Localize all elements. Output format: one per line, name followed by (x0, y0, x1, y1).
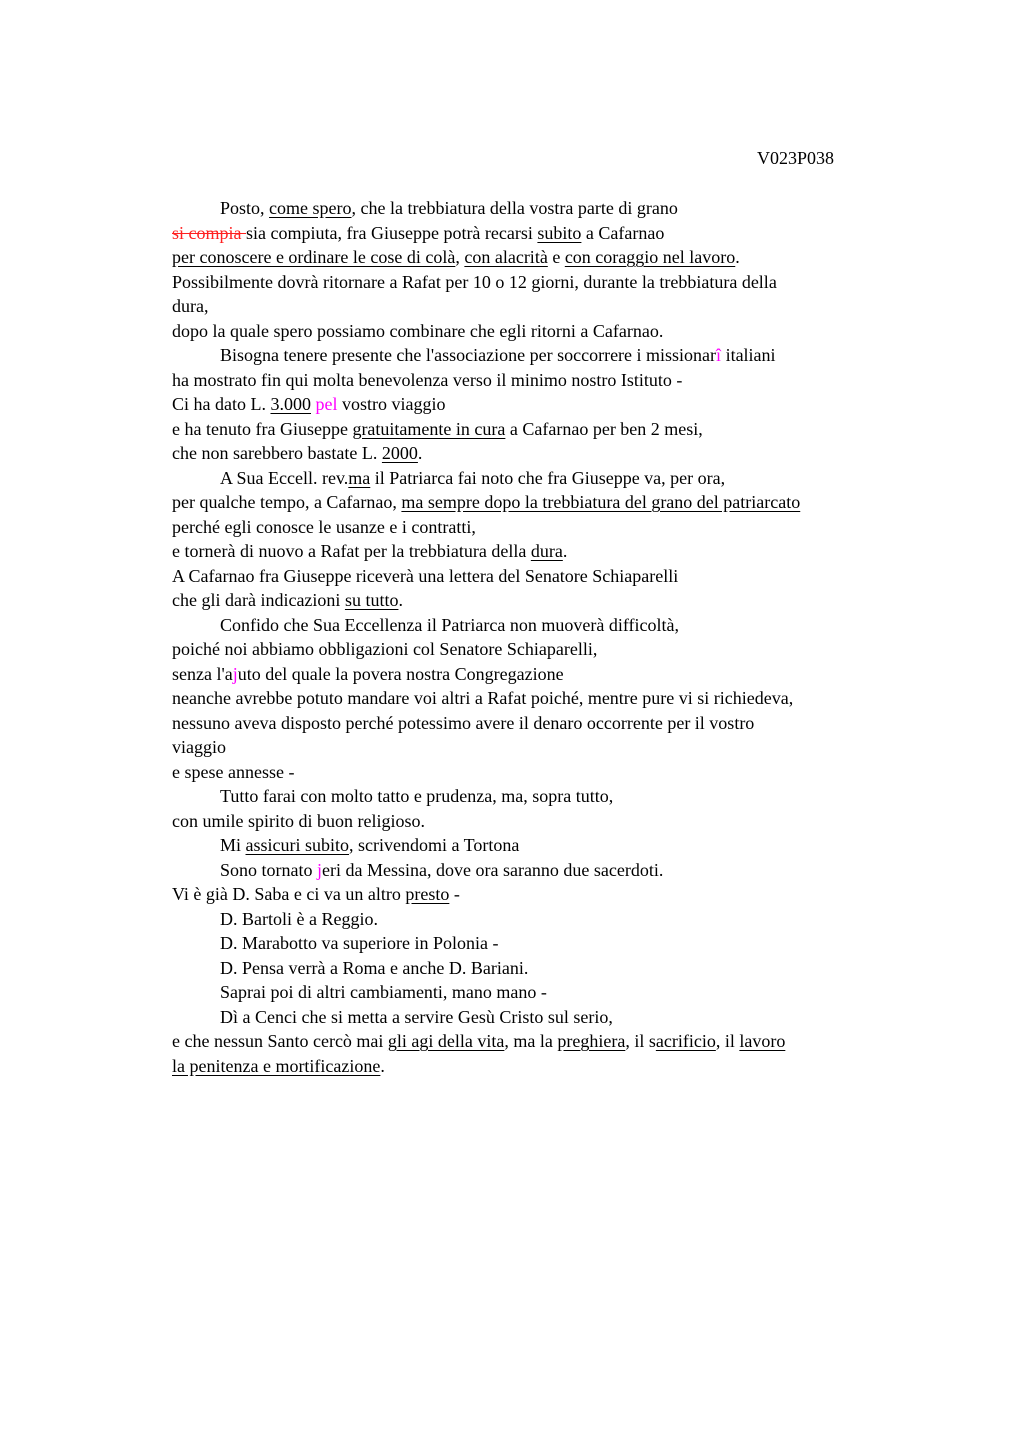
underlined-text: subito (537, 222, 582, 243)
underlined-text: 2000 (381, 443, 418, 463)
text-run: . (417, 443, 423, 463)
deleted-text: si compia (172, 222, 246, 243)
text-run: ha mostrato fin qui molta benevolenza verso il minimo nostro Istituto - (172, 369, 683, 390)
text-line (172, 662, 912, 687)
underlined-text: dura (530, 541, 563, 561)
text-run: a Cafarnao per ben 2 mesi, (505, 418, 703, 439)
text-run: A Cafarnao fra Giuseppe riceverà una lettera del Senatore Schiaparelli (172, 565, 679, 586)
text-line (172, 515, 912, 540)
underlined-text: per conoscere e ordinare le cose di colà (172, 247, 456, 267)
text-line (172, 245, 912, 270)
underlined-text: 3.000 (270, 394, 311, 414)
underlined-text: assicuri subito (245, 835, 350, 855)
text-run: sia compiuta, fra Giuseppe potrà recarsi (246, 222, 538, 243)
corrected-text: pel (315, 394, 338, 414)
text-line (172, 833, 912, 858)
text-line (172, 270, 912, 295)
text-run: e ha tenuto fra Giuseppe (172, 418, 353, 439)
underlined-text: ma (348, 467, 371, 488)
underlined-text: la penitenza e mortificazione (172, 1055, 381, 1076)
text-run: vostro viaggio (337, 394, 446, 414)
text-run: e che nessun Santo cercò mai (172, 1031, 388, 1051)
text-line (172, 735, 912, 760)
text-line (172, 1054, 912, 1079)
text-line (172, 711, 912, 736)
text-line (172, 956, 912, 981)
text-run: Posto, (220, 198, 270, 218)
text-line (172, 882, 912, 907)
text-run: , che la trebbiatura della vostra parte di grano (351, 198, 678, 218)
text-run: , ma la (504, 1031, 558, 1051)
text-line (172, 907, 912, 932)
text-run: Confido che Sua Eccellenza il Patriarca non muoverà difficoltà, (220, 614, 679, 635)
text-run: , scrivendomi a Tortona (349, 835, 520, 855)
text-run: uto del quale la povera nostra Congregazione (237, 663, 564, 684)
text-run: poiché noi abbiamo obbligazioni col Senatore Schiaparelli, (172, 639, 598, 659)
text-line (172, 564, 912, 589)
text-run: . (398, 590, 403, 610)
text-run: Saprai poi di altri cambiamenti, mano mano - (220, 982, 547, 1002)
text-line (172, 196, 912, 221)
text-line (172, 319, 912, 344)
text-run: eri da Messina, dove ora saranno due sacerdoti. (322, 859, 664, 880)
text-run: per qualche tempo, a Cafarnao, (172, 492, 402, 512)
text-run: dura, (172, 296, 209, 316)
text-run: italiani (721, 345, 776, 365)
text-run: neanche avrebbe potuto mandare voi altri a Rafat poiché, mentre pure vi si richiedeva, (172, 688, 794, 708)
text-run: Bisogna tenere presente che l'associazione per soccorrere i missionar (220, 345, 717, 365)
text-run: A Sua Eccell. rev. (220, 467, 349, 488)
text-run: , il (715, 1031, 740, 1051)
text-run: Dì a Cenci che si metta a servire Gesù Cristo sul serio, (220, 1006, 613, 1027)
text-run: e tornerà di nuovo a Rafat per la trebbiatura della (172, 541, 531, 561)
text-line (172, 539, 912, 564)
text-line (172, 1005, 912, 1030)
corrected-text: j (317, 859, 323, 880)
text-run: a Cafarnao (581, 222, 665, 243)
text-line (172, 441, 912, 466)
underlined-text: preghiera (557, 1031, 626, 1051)
text-run: Tutto farai con molto tatto e prudenza, ma, sopra tutto, (220, 786, 614, 806)
text-line (172, 809, 912, 834)
page-identifier: V023P038 (757, 148, 835, 168)
text-line (172, 588, 912, 613)
underlined-text: su tutto (344, 590, 399, 610)
text-line (172, 417, 912, 442)
text-run: con umile spirito di buon religioso. (172, 810, 425, 831)
text-run: . (562, 541, 568, 561)
text-line (172, 1029, 912, 1054)
text-run: - (449, 884, 460, 904)
underlined-text: acrificio (655, 1031, 716, 1051)
text-run: il Patriarca fai noto che fra Giuseppe va, per ora, (370, 467, 726, 488)
text-line (172, 637, 912, 662)
text-line (172, 858, 912, 883)
text-line (172, 294, 912, 319)
text-line (172, 221, 912, 246)
text-run: . (380, 1055, 385, 1076)
text-run: perché egli conosce le usanze e i contratti, (172, 516, 476, 537)
text-run: , il s (625, 1031, 656, 1051)
text-run: e (547, 247, 565, 267)
text-run: Ci ha dato L. (172, 394, 271, 414)
text-run: , (455, 247, 465, 267)
text-run: che non sarebbero bastate L. (172, 443, 382, 463)
text-line (172, 392, 912, 417)
text-run: e spese annesse - (172, 761, 295, 782)
letter-body (172, 196, 912, 1078)
text-run: nessuno aveva disposto perché potessimo avere il denaro occorrente per il vostro (172, 712, 755, 733)
text-line (172, 980, 912, 1005)
text-line (172, 466, 912, 491)
corrected-text: î (716, 345, 722, 365)
underlined-text: lavoro (739, 1031, 786, 1051)
text-run: che gli darà indicazioni (172, 590, 345, 610)
text-run: viaggio (172, 737, 226, 757)
text-run: Possibilmente dovrà ritornare a Rafat per 10 o 12 giorni, durante la trebbiatura della (172, 271, 777, 292)
text-run: Mi (220, 835, 246, 855)
text-line (172, 931, 912, 956)
text-line (172, 343, 912, 368)
text-line (172, 784, 912, 809)
text-run: D. Marabotto va superiore in Polonia - (220, 933, 499, 953)
text-run: D. Pensa verrà a Roma e anche D. Bariani. (220, 957, 529, 978)
text-run: Vi è già D. Saba e ci va un altro (172, 884, 406, 904)
text-line (172, 490, 912, 515)
text-line (172, 368, 912, 393)
text-line (172, 613, 912, 638)
text-line (172, 686, 912, 711)
text-run: senza l'a (172, 663, 233, 684)
underlined-text: ma sempre dopo la trebbiatura del grano del patriarcato (401, 492, 801, 512)
underlined-text: come spero (269, 198, 352, 218)
text-run: . (735, 247, 740, 267)
text-line (172, 760, 912, 785)
underlined-text: gli agi della vita (387, 1031, 505, 1051)
text-run: Sono tornato (220, 859, 317, 880)
underlined-text: gratuitamente in cura (352, 418, 506, 439)
underlined-text: presto (405, 884, 450, 904)
underlined-text: con coraggio nel lavoro (564, 247, 736, 267)
text-run: dopo la quale spero possiamo combinare che egli ritorni a Cafarnao. (172, 320, 664, 341)
text-run: D. Bartoli è a Reggio. (220, 908, 378, 929)
underlined-text: con alacrità (464, 247, 548, 267)
corrected-text: j (232, 663, 238, 684)
